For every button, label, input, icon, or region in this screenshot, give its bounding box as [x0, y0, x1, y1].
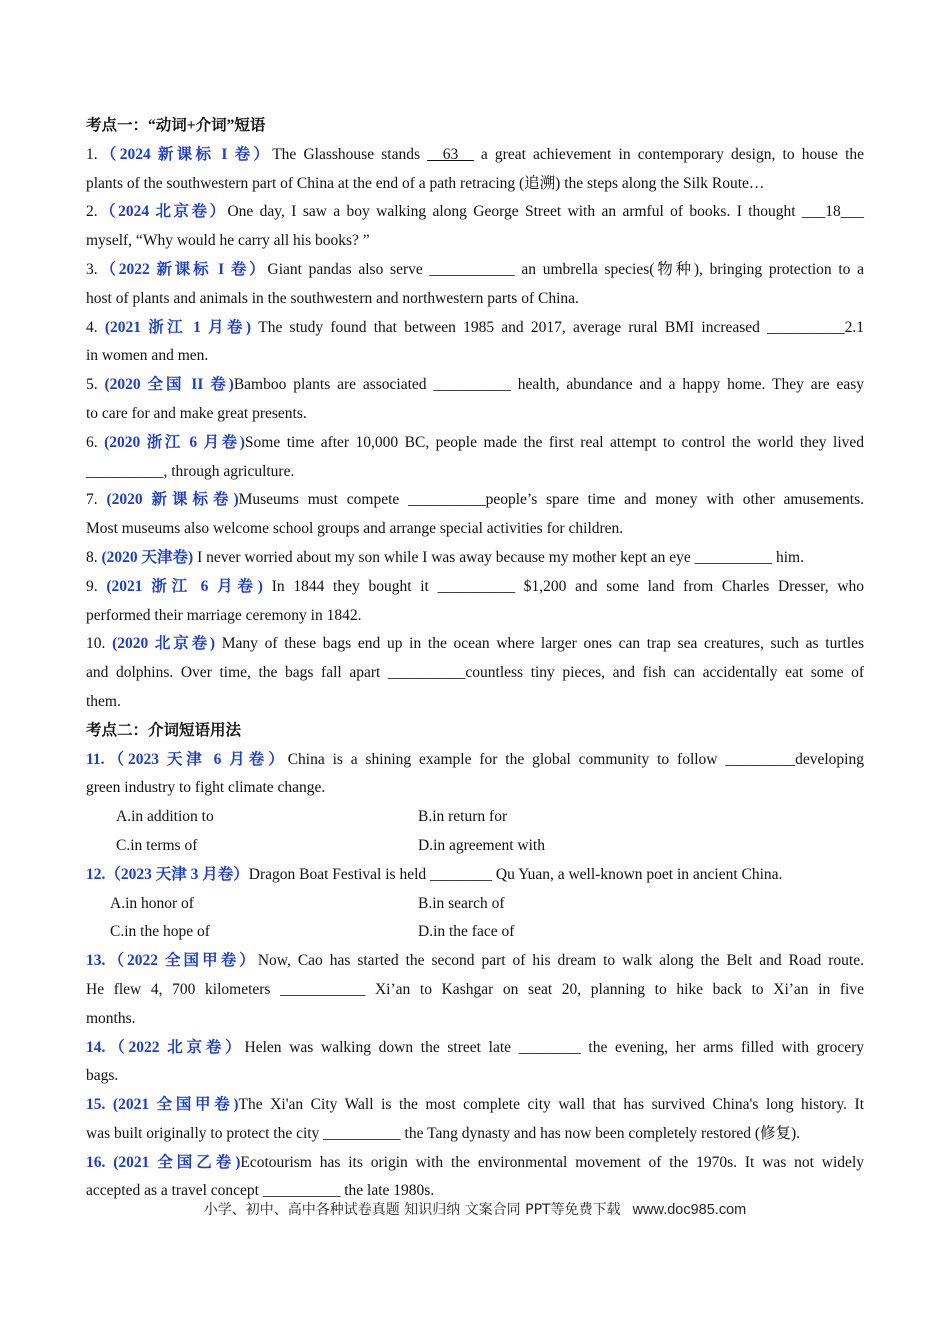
q11-options-row1 — [86, 803, 864, 832]
q12-source: 12.（2023 天津 3 月卷） — [86, 865, 249, 883]
footer-text: 小学、初中、高中各种试卷真题 知识归纳 文案合同 PPT等免费下载 — [203, 1202, 621, 1218]
q12-options-row1 — [86, 890, 864, 919]
section1-heading: 考点一：“动词+介词”短语 — [86, 117, 266, 134]
q1-source: （2024 新课标 I 卷） — [97, 145, 273, 163]
q7-line2: Most museums also welcome school groups and arrange special activities for children. — [86, 520, 624, 538]
q8-number: 8. — [86, 548, 102, 566]
q4-text: The study found that between 1985 and 2017, average rural BMI increased __________2.1 — [251, 318, 865, 336]
q11-source: 11.（2023 天津 6 月卷） — [86, 750, 288, 768]
q2-text: One day, I saw a boy walking along George Street with an armful of books. I thought ___18___ — [227, 203, 864, 221]
q1-text-b: a great achievement in contemporary design, to house the — [473, 145, 864, 163]
q6-line2: __________, through agriculture. — [86, 462, 295, 480]
q10-number: 10. — [86, 635, 113, 653]
q11-line1 — [86, 746, 864, 775]
q3-number: 3. — [86, 260, 98, 278]
q1-line2: plants of the southwestern part of China at the end of a path retracing (追溯) the steps along the Silk Route… — [86, 174, 765, 192]
q8-line1 — [86, 544, 864, 573]
q1-text: The Glasshouse stands — [272, 145, 428, 163]
q11-option-b[interactable]: B.in return for — [418, 808, 508, 826]
q3-text: Giant pandas also serve ___________ an umbrella species(物种), bringing protection to a — [267, 260, 864, 278]
q3-line2: host of plants and animals in the southwestern and northwestern parts of China. — [86, 289, 579, 307]
q10-line1 — [86, 630, 864, 659]
q16-source: 16. (2021 全国乙卷) — [86, 1153, 241, 1171]
q6-number: 6. — [86, 433, 105, 451]
q11-text: China is a shining example for the global community to follow _________developing — [287, 750, 864, 768]
q14-source: 14.（2022 北京卷） — [86, 1038, 245, 1056]
q11-options-row2 — [86, 832, 864, 861]
q12-option-b[interactable]: B.in search of — [418, 894, 505, 912]
q7-source: (2020 新课标卷) — [106, 491, 239, 509]
q12-option-c[interactable]: C.in the hope of — [110, 923, 210, 941]
q4-number: 4. — [86, 318, 105, 336]
q1-blank: __63__ — [427, 145, 474, 163]
q5-line1 — [86, 371, 864, 400]
q12-option-d[interactable]: D.in the face of — [418, 923, 515, 941]
page-footer — [0, 1199, 950, 1219]
footer-url[interactable]: www.doc985.com — [632, 1202, 747, 1218]
q6-line1 — [86, 429, 864, 458]
q11-option-a[interactable]: A.in addition to — [116, 808, 214, 826]
q2-number: 2. — [86, 203, 98, 221]
q13-line1 — [86, 947, 864, 976]
q8-text: I never worried about my son while I was away because my mother kept an eye __________ him. — [193, 548, 804, 566]
q9-line1 — [86, 573, 864, 602]
q5-line2: to care for and make great presents. — [86, 404, 307, 422]
q7-text: Museums must compete __________people’s spare time and money with other amusements. — [238, 491, 864, 509]
q15-source: 15. (2021 全国甲卷) — [86, 1096, 239, 1114]
q13-line3: months. — [86, 1009, 136, 1027]
q5-number: 5. — [86, 376, 105, 394]
q16-text: Ecotourism has its origin with the environmental movement of the 1970s. It was not widely — [240, 1153, 864, 1171]
q11-option-d[interactable]: D.in agreement with — [418, 836, 545, 854]
q11-option-c[interactable]: C.in terms of — [116, 836, 198, 854]
q4-source: (2021 浙江 1 月卷) — [104, 318, 251, 336]
q14-line2: bags. — [86, 1067, 119, 1085]
q10-text: Many of these bags end up in the ocean where larger ones can trap sea creatures, such as turtles — [215, 635, 865, 653]
document-body — [86, 112, 864, 1206]
q6-text: Some time after 10,000 BC, people made the first real attempt to control the world they lived — [244, 433, 865, 451]
q12-line1 — [86, 861, 864, 890]
q1-number: 1. — [86, 145, 98, 163]
q15-text: The Xi'an City Wall is the most complete city wall that has survived China's long history. It — [238, 1096, 865, 1114]
q13-source: 13.（2022 全国甲卷） — [86, 952, 258, 970]
q10-source: (2020 北京卷) — [112, 635, 216, 653]
q9-line2: performed their marriage ceremony in 1842. — [86, 606, 362, 624]
q2-line1 — [86, 198, 864, 227]
q7-line1 — [86, 486, 864, 515]
q13-text: Now, Cao has started the second part of his dream to walk along the Belt and Road route. — [257, 952, 864, 970]
q14-text: Helen was walking down the street late ________ the evening, her arms filled with grocery — [244, 1038, 864, 1056]
q9-source: (2021 浙江 6 月卷) — [106, 577, 263, 595]
q11-line2: green industry to fight climate change. — [86, 779, 326, 797]
q1-line1 — [86, 141, 864, 170]
q5-text: Bamboo plants are associated __________ health, abundance and a happy home. They are easy — [233, 376, 864, 394]
q14-line1 — [86, 1034, 864, 1063]
q2-source: （2024 北京卷） — [97, 203, 228, 221]
q9-number: 9. — [86, 577, 107, 595]
q8-source: (2020 天津卷) — [101, 548, 194, 566]
section2-heading: 考点二：介词短语用法 — [86, 721, 242, 739]
q7-number: 7. — [86, 491, 107, 509]
q15-line2: was built originally to protect the city __________ the Tang dynasty and has now been completely restored (修复). — [86, 1124, 801, 1142]
q12-options-row2 — [86, 918, 864, 947]
q12-option-a[interactable]: A.in honor of — [110, 894, 194, 912]
q2-line2: myself, “Why would he carry all his books? ” — [86, 232, 370, 250]
q10-line3: them. — [86, 692, 121, 710]
q3-line1 — [86, 256, 864, 285]
q6-source: (2020 浙江 6 月卷) — [104, 433, 245, 451]
q13-line2: He flew 4, 700 kilometers ___________ Xi’an to Kashgar on seat 20, planning to hike back to Xi’an in five — [86, 980, 864, 998]
q5-source: (2020 全国 II 卷) — [104, 376, 234, 394]
q3-source: （2022 新课标 I 卷） — [97, 260, 268, 278]
q10-line2: and dolphins. Over time, the bags fall apart __________countless tiny pieces, and fish can accidentally eat some of — [86, 664, 864, 682]
q12-text: Dragon Boat Festival is held ________ Qu Yuan, a well-known poet in ancient China. — [248, 865, 783, 883]
q16-line2: accepted as a travel concept __________ the late 1980s. — [86, 1182, 435, 1200]
q4-line1 — [86, 314, 864, 343]
q9-text: In 1844 they bought it __________ $1,200 and some land from Charles Dresser, who — [262, 577, 865, 595]
q16-line1 — [86, 1149, 864, 1178]
q15-line1 — [86, 1091, 864, 1120]
q4-line2: in women and men. — [86, 347, 209, 365]
